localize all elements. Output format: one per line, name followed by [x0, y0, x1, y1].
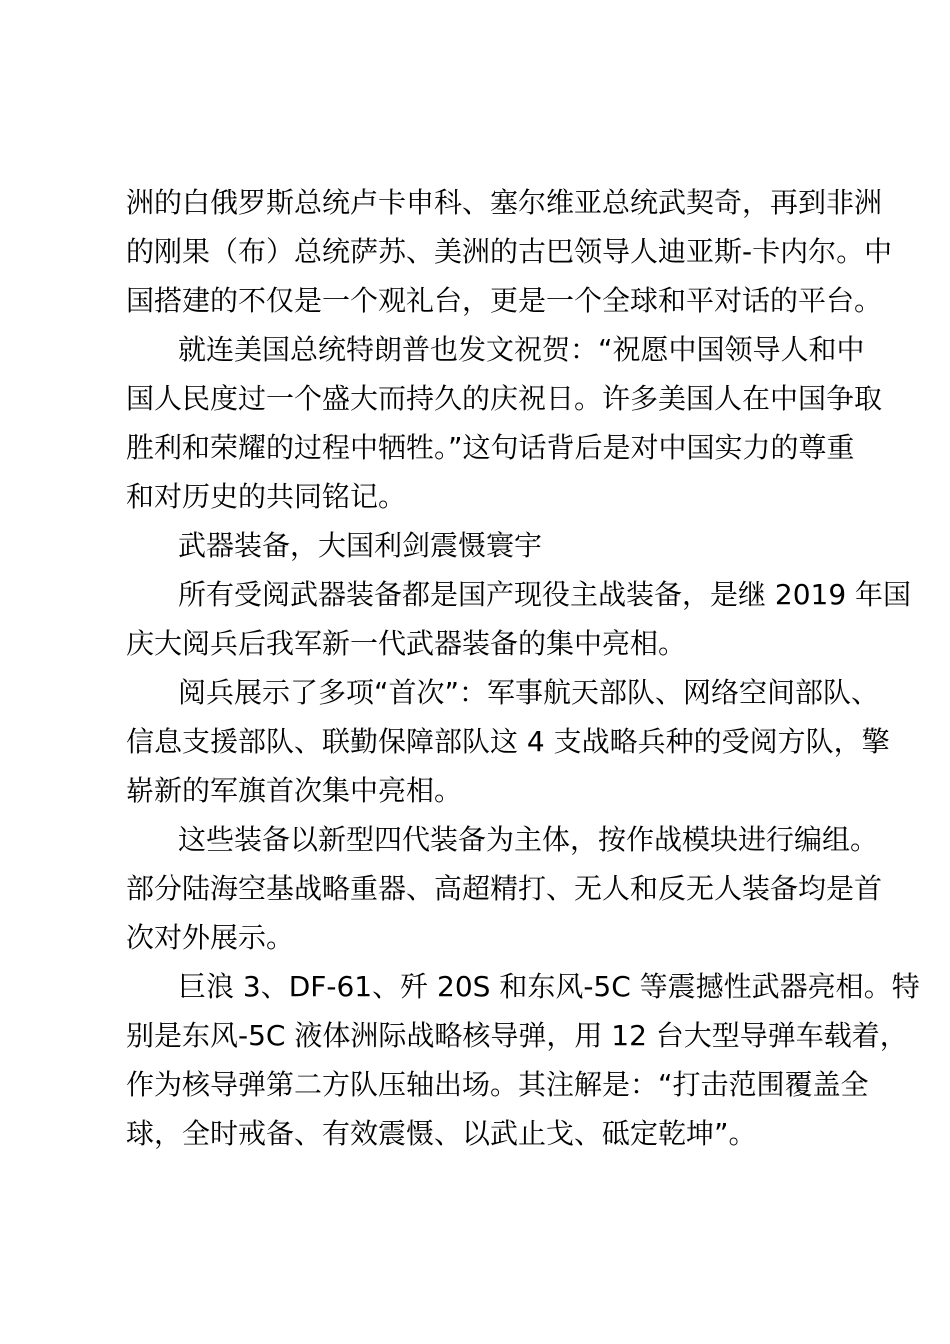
text-line: 这些装备以新型四代装备为主体，按作战模块进行编组。 [178, 823, 879, 856]
section-heading: 武器装备，大国利剑震慑寰宇 [178, 529, 543, 562]
text-line: 作为核导弹第二方队压轴出场。其注解是：“打击范围覆盖全 [126, 1068, 869, 1101]
text-line: 阅兵展示了多项“首次”：军事航天部队、网络空间部队、 [178, 676, 880, 709]
text-line: 洲的白俄罗斯总统卢卡申科、塞尔维亚总统武契奇，再到非洲 [126, 186, 883, 219]
text-line: 信息支援部队、联勤保障部队这 4 支战略兵种的受阅方队，擎 [126, 725, 890, 758]
text-line: 次对外展示。 [126, 921, 295, 954]
text-line: 崭新的军旗首次集中亮相。 [126, 774, 463, 807]
text-line: 国搭建的不仅是一个观礼台，更是一个全球和平对话的平台。 [126, 284, 883, 317]
text-line: 庆大阅兵后我军新一代武器装备的集中亮相。 [126, 627, 687, 660]
text-line: 国人民度过一个盛大而持久的庆祝日。许多美国人在中国争取 [126, 382, 883, 415]
text-line: 别是东风-5C 液体洲际战略核导弹，用 12 台大型导弹车载着， [126, 1019, 908, 1052]
text-line: 胜利和荣耀的过程中牺牲。”这句话背后是对中国实力的尊重 [126, 431, 855, 464]
text-line: 所有受阅武器装备都是国产现役主战装备，是继 2019 年国 [178, 578, 912, 611]
text-line: 和对历史的共同铭记。 [126, 480, 407, 513]
text-line: 球，全时戒备、有效震慑、以武止戈、砥定乾坤”。 [126, 1117, 757, 1150]
text-line: 的刚果（布）总统萨苏、美洲的古巴领导人迪亚斯-卡内尔。中 [126, 235, 893, 268]
text-line: 部分陆海空基战略重器、高超精打、无人和反无人装备均是首 [126, 872, 883, 905]
text-line: 巨浪 3、DF-61、歼 20S 和东风-5C 等震撼性武器亮相。特 [178, 970, 920, 1003]
document-body [126, 178, 920, 1158]
text-line: 就连美国总统特朗普也发文祝贺：“祝愿中国领导人和中 [178, 333, 865, 366]
